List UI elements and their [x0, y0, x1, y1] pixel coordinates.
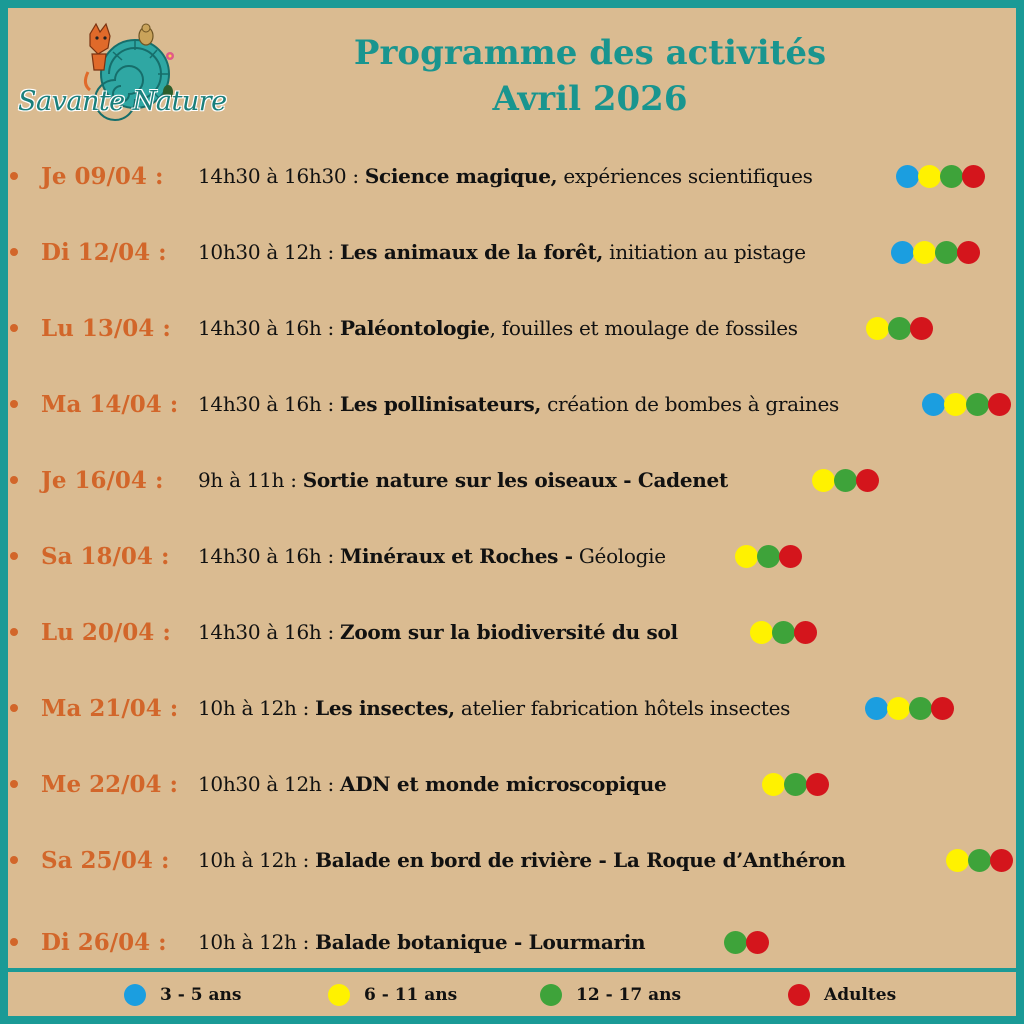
activity-description	[198, 696, 790, 720]
legend-item	[124, 984, 241, 1006]
legend-dot-yellow	[328, 984, 350, 1006]
legend-dot-green	[540, 984, 562, 1006]
activity-row	[0, 376, 1024, 432]
age-dot-blue	[896, 165, 919, 188]
age-dots	[922, 393, 1010, 416]
age-dot-red	[910, 317, 933, 340]
activity-date: Je 09/04 :	[41, 162, 164, 190]
bullet	[10, 172, 18, 180]
age-dot-green	[940, 165, 963, 188]
bullet	[10, 248, 18, 256]
activity-title: Zoom sur la biodiversité du sol	[340, 620, 678, 644]
age-dot-yellow	[812, 469, 835, 492]
activity-description	[198, 392, 839, 416]
age-dot-red	[794, 621, 817, 644]
activity-row	[0, 832, 1024, 888]
activity-date: Sa 25/04 :	[41, 846, 170, 874]
bullet	[10, 704, 18, 712]
legend-divider	[8, 968, 1016, 972]
legend-label: 12 - 17 ans	[576, 985, 682, 1005]
bullet	[10, 628, 18, 636]
bullet	[10, 324, 18, 332]
age-dot-yellow	[887, 697, 910, 720]
activity-date: Di 12/04 :	[41, 238, 167, 266]
age-dot-blue	[865, 697, 888, 720]
age-dot-yellow	[918, 165, 941, 188]
age-dot-red	[990, 849, 1013, 872]
age-dot-green	[784, 773, 807, 796]
activity-row	[0, 914, 1024, 970]
activity-row	[0, 300, 1024, 356]
activity-description	[198, 620, 678, 644]
bullet	[10, 476, 18, 484]
age-dot-green	[966, 393, 989, 416]
age-legend	[0, 976, 1024, 1016]
activity-time: 10h à 12h :	[198, 848, 316, 872]
age-dot-yellow	[735, 545, 758, 568]
activity-row	[0, 148, 1024, 204]
bullet	[10, 780, 18, 788]
activity-description	[198, 468, 728, 492]
bullet	[10, 552, 18, 560]
activity-detail: création de bombes à graines	[541, 392, 839, 416]
age-dot-green	[834, 469, 857, 492]
age-dots	[750, 621, 816, 644]
legend-item	[788, 984, 896, 1006]
age-dot-red	[856, 469, 879, 492]
age-dot-yellow	[913, 241, 936, 264]
activity-detail: Géologie	[572, 544, 666, 568]
activity-description	[198, 164, 813, 188]
activity-detail: initiation au pistage	[603, 240, 806, 264]
activity-detail: expériences scientifiques	[557, 164, 813, 188]
age-dots	[812, 469, 878, 492]
activity-title: Balade botanique - Lourmarin	[315, 930, 646, 954]
age-dot-red	[931, 697, 954, 720]
bullet	[10, 938, 18, 946]
age-dot-green	[888, 317, 911, 340]
activity-time: 10h30 à 12h :	[198, 240, 341, 264]
age-dot-yellow	[762, 773, 785, 796]
age-dot-green	[724, 931, 747, 954]
activity-description	[198, 240, 806, 264]
age-dot-green	[772, 621, 795, 644]
page-title	[290, 30, 890, 122]
legend-dot-red	[788, 984, 810, 1006]
activity-time: 10h à 12h :	[198, 696, 316, 720]
activity-row	[0, 756, 1024, 812]
age-dot-yellow	[866, 317, 889, 340]
brand-name: Savante Nature	[18, 86, 227, 117]
activity-title: Science magique,	[364, 164, 558, 188]
age-dot-blue	[922, 393, 945, 416]
title-line-1: Programme des activités	[353, 33, 827, 73]
age-dot-blue	[891, 241, 914, 264]
activity-time: 14h30 à 16h :	[198, 392, 341, 416]
activity-title: Les insectes,	[315, 696, 455, 720]
activity-time: 14h30 à 16h :	[198, 620, 341, 644]
activity-time: 9h à 11h :	[198, 468, 303, 492]
age-dot-red	[779, 545, 802, 568]
activity-date: Sa 18/04 :	[41, 542, 170, 570]
activity-row	[0, 224, 1024, 280]
legend-item	[328, 984, 457, 1006]
activity-description	[198, 772, 666, 796]
legend-item	[540, 984, 681, 1006]
activity-title: Les animaux de la forêt,	[340, 240, 604, 264]
age-dot-yellow	[944, 393, 967, 416]
legend-dot-blue	[124, 984, 146, 1006]
activity-time: 14h30 à 16h :	[198, 544, 341, 568]
activity-description	[198, 316, 798, 340]
activity-title: Balade en bord de rivière - La Roque d’Anthéron	[315, 848, 846, 872]
legend-label: 3 - 5 ans	[160, 985, 242, 1005]
activity-title: Les pollinisateurs,	[340, 392, 542, 416]
activity-title: ADN et monde microscopique	[340, 772, 667, 796]
age-dot-red	[957, 241, 980, 264]
activity-detail: , fouilles et moulage de fossiles	[489, 316, 798, 340]
activity-row	[0, 680, 1024, 736]
age-dot-green	[935, 241, 958, 264]
age-dot-yellow	[946, 849, 969, 872]
activity-description	[198, 544, 666, 568]
activity-time: 14h30 à 16h30 :	[198, 164, 365, 188]
age-dots	[946, 849, 1012, 872]
age-dot-green	[909, 697, 932, 720]
activity-date: Lu 13/04 :	[41, 314, 171, 342]
age-dot-red	[962, 165, 985, 188]
activity-description	[198, 848, 846, 872]
age-dots	[724, 931, 768, 954]
activity-row	[0, 528, 1024, 584]
activity-date: Me 22/04 :	[41, 770, 179, 798]
activity-row	[0, 604, 1024, 660]
age-dots	[735, 545, 801, 568]
activity-title: Minéraux et Roches -	[340, 544, 573, 568]
activity-time: 14h30 à 16h :	[198, 316, 341, 340]
activity-title: Paléontologie	[340, 316, 490, 340]
age-dots	[762, 773, 828, 796]
activity-date: Ma 14/04 :	[41, 390, 179, 418]
age-dots	[891, 241, 979, 264]
activity-date: Di 26/04 :	[41, 928, 167, 956]
activity-time: 10h30 à 12h :	[198, 772, 341, 796]
age-dot-green	[757, 545, 780, 568]
activity-date: Lu 20/04 :	[41, 618, 171, 646]
age-dot-red	[988, 393, 1011, 416]
age-dot-red	[746, 931, 769, 954]
activity-time: 10h à 12h :	[198, 930, 316, 954]
bullet	[10, 400, 18, 408]
legend-label: Adultes	[824, 985, 897, 1005]
age-dot-red	[806, 773, 829, 796]
activity-title: Sortie nature sur les oiseaux - Cadenet	[302, 468, 728, 492]
age-dots	[866, 317, 932, 340]
activity-date: Je 16/04 :	[41, 466, 164, 494]
title-line-2: Avril 2026	[492, 79, 688, 119]
age-dot-green	[968, 849, 991, 872]
age-dots	[865, 697, 953, 720]
activity-detail: atelier fabrication hôtels insectes	[454, 696, 791, 720]
legend-label: 6 - 11 ans	[364, 985, 458, 1005]
age-dot-yellow	[750, 621, 773, 644]
activity-row	[0, 452, 1024, 508]
activity-description	[198, 930, 645, 954]
age-dots	[896, 165, 984, 188]
bullet	[10, 856, 18, 864]
activity-date: Ma 21/04 :	[41, 694, 179, 722]
